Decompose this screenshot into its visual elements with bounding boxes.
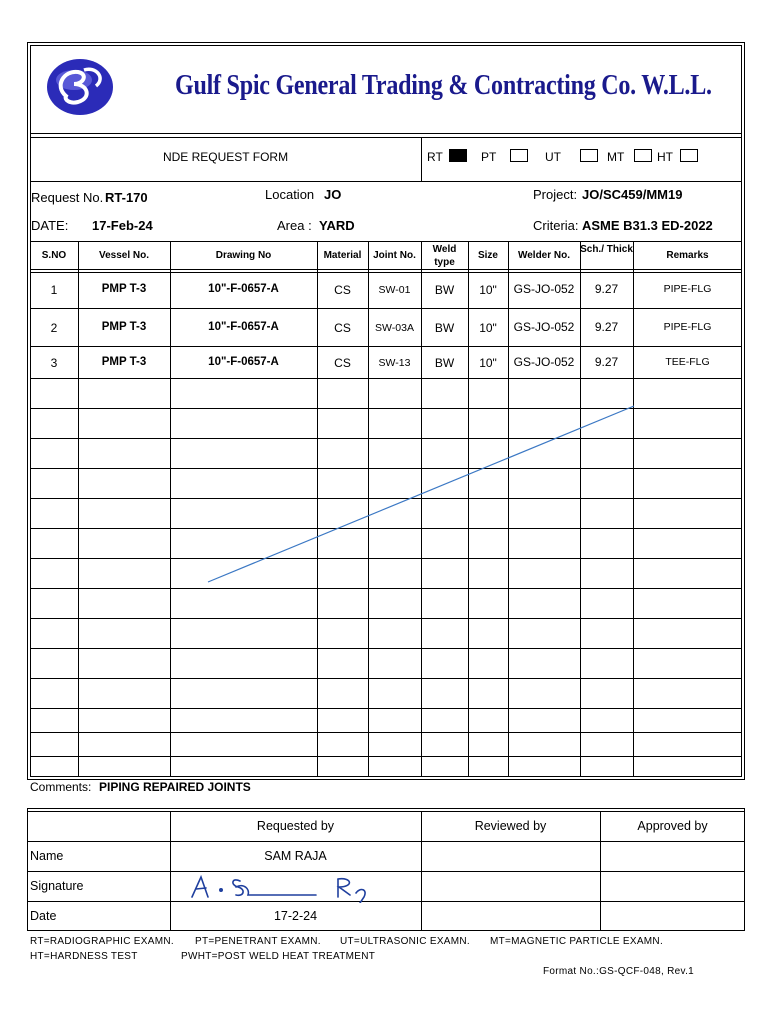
requested-by-header: Requested by bbox=[256, 819, 335, 833]
table-cell: SW-03A bbox=[375, 322, 414, 334]
approved-by-header: Approved by bbox=[637, 819, 708, 833]
company-name: Gulf Spic General Trading & Contracting Co. W.L.L. bbox=[175, 70, 712, 101]
table-cell: 9.27 bbox=[594, 282, 619, 296]
table-cell: BW bbox=[434, 356, 455, 370]
table-cell: 10" bbox=[479, 283, 497, 297]
legend-pwht: PWHT=POST WELD HEAT TREATMENT bbox=[181, 951, 376, 962]
table-cell: PIPE-FLG bbox=[663, 321, 712, 333]
legend-ht: HT=HARDNESS TEST bbox=[30, 951, 138, 962]
table-cell: TEE-FLG bbox=[665, 356, 710, 368]
signature-row-label: Signature bbox=[30, 879, 84, 893]
request-no-label: Request No. bbox=[31, 190, 104, 205]
criteria-label: Criteria: bbox=[533, 218, 579, 233]
table-cell: PMP T-3 bbox=[101, 283, 147, 295]
date-value: 17-Feb-24 bbox=[92, 218, 153, 233]
table-cell: 9.27 bbox=[594, 355, 619, 369]
divider bbox=[27, 808, 745, 809]
requested-date: 17-2-24 bbox=[273, 909, 318, 923]
table-cell: 10"-F-0657-A bbox=[208, 356, 279, 368]
project-value: JO/SC459/MM19 bbox=[582, 187, 683, 202]
col-header: S.NO bbox=[41, 250, 67, 261]
table-cell: CS bbox=[334, 356, 351, 370]
reviewed-by-header: Reviewed by bbox=[474, 819, 547, 833]
table-cell: 10" bbox=[479, 321, 497, 335]
col-header: Welder No. bbox=[517, 250, 571, 261]
divider bbox=[27, 930, 745, 931]
project-label: Project: bbox=[533, 187, 578, 202]
table-cell: CS bbox=[334, 321, 351, 335]
col-header: Remarks bbox=[666, 250, 709, 261]
table-cell: 3 bbox=[50, 356, 58, 370]
table-cell: BW bbox=[434, 283, 455, 297]
table-cell: GS-JO-052 bbox=[513, 320, 575, 334]
method-label-mt: MT bbox=[607, 150, 625, 164]
form-title: NDE REQUEST FORM bbox=[162, 150, 289, 164]
divider bbox=[27, 871, 745, 872]
table-cell: 10"-F-0657-A bbox=[208, 321, 279, 333]
table-cell: PIPE-FLG bbox=[663, 283, 712, 295]
requested-name: SAM RAJA bbox=[264, 849, 327, 863]
criteria-value: ASME B31.3 ED-2022 bbox=[582, 218, 713, 233]
table-cell: GS-JO-052 bbox=[513, 355, 575, 369]
date-label: DATE: bbox=[31, 218, 69, 233]
table-cell: CS bbox=[334, 283, 351, 297]
table-cell: 10" bbox=[479, 356, 497, 370]
name-row-label: Name bbox=[30, 849, 64, 863]
table-cell: BW bbox=[434, 321, 455, 335]
legend-pt: PT=PENETRANT EXAMN. bbox=[195, 936, 321, 947]
method-label-rt: RT bbox=[427, 150, 443, 164]
method-label-ht: HT bbox=[657, 150, 673, 164]
col-header: Drawing No bbox=[215, 250, 272, 261]
divider bbox=[27, 808, 28, 931]
comments-label: Comments: bbox=[30, 780, 92, 794]
method-label-ut: UT bbox=[545, 150, 561, 164]
divider bbox=[27, 841, 745, 842]
table-cell: SW-13 bbox=[378, 357, 411, 369]
date-row-label: Date bbox=[30, 909, 57, 923]
table-cell: PMP T-3 bbox=[101, 321, 147, 333]
table-cell: 1 bbox=[50, 283, 58, 297]
location-value: JO bbox=[324, 187, 342, 202]
area-value: YARD bbox=[319, 218, 355, 233]
col-header: Weld type bbox=[432, 244, 457, 268]
col-header: Size bbox=[477, 250, 498, 261]
col-header: Material bbox=[323, 250, 362, 261]
table-cell: 9.27 bbox=[594, 320, 619, 334]
legend-ut: UT=ULTRASONIC EXAMN. bbox=[340, 936, 470, 947]
request-no-value: RT-170 bbox=[105, 190, 148, 205]
area-label: Area : bbox=[277, 218, 312, 233]
table-cell: SW-01 bbox=[378, 284, 411, 296]
location-label: Location bbox=[265, 187, 315, 202]
table-cell: 10"-F-0657-A bbox=[208, 283, 279, 295]
method-label-pt: PT bbox=[481, 150, 497, 164]
col-header: Joint No. bbox=[373, 250, 416, 261]
table-cell: GS-JO-052 bbox=[513, 282, 575, 296]
requester-signature bbox=[188, 873, 388, 903]
legend-rt: RT=RADIOGRAPHIC EXAMN. bbox=[30, 936, 174, 947]
divider bbox=[27, 811, 745, 812]
table-cell: 2 bbox=[50, 321, 58, 335]
legend-mt: MT=MAGNETIC PARTICLE EXAMN. bbox=[490, 936, 664, 947]
table-cell: PMP T-3 bbox=[101, 356, 147, 368]
comments-value: PIPING REPAIRED JOINTS bbox=[99, 780, 251, 794]
col-header: Vessel No. bbox=[98, 250, 150, 261]
col-header: Sch./ Thick bbox=[580, 244, 633, 255]
format-number: Format No.:GS-QCF-048, Rev.1 bbox=[543, 966, 695, 977]
